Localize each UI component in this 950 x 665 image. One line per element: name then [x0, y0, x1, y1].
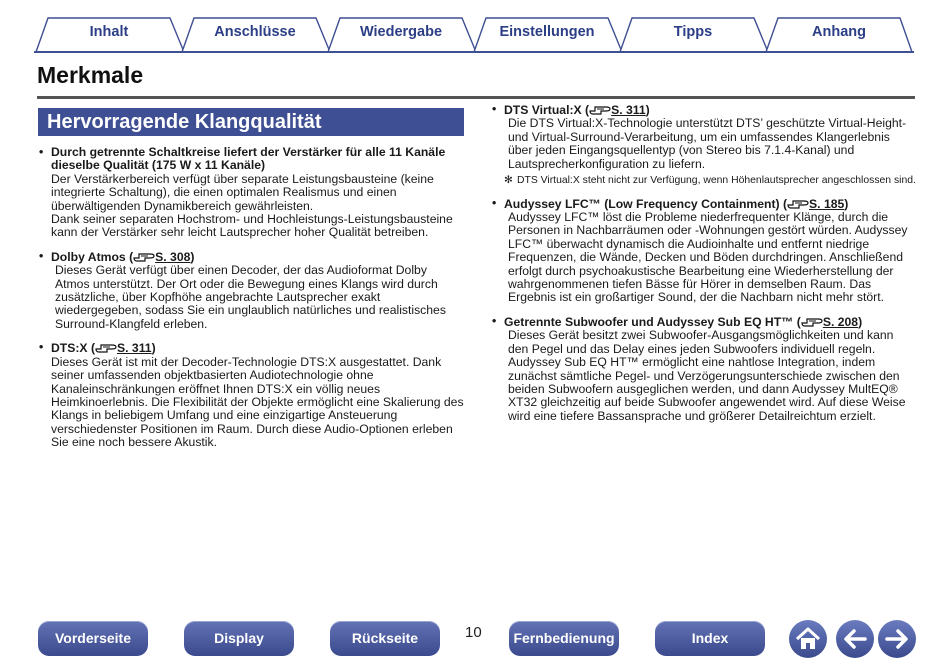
bullet: • — [492, 313, 497, 328]
page-title: Merkmale — [37, 62, 144, 88]
bullet: • — [39, 145, 44, 159]
feature-body: Dieses Gerät verfügt über einen Decoder, der das Audioformat Dolby Atmos unterstützt. Der Ort oder die Bewegung eines Klangs wird durch zusätzliche, über Kopfhöhe angebrachte Lautsprecher exakt wiedergegeben, sodass Sie ein unglaublich natürliches und realistisches Surround-Klangfeld erleben. — [55, 263, 446, 331]
forward-button[interactable] — [878, 620, 916, 658]
feature-heading-end: ) — [190, 249, 195, 264]
footnote — [504, 175, 916, 187]
tab-anschluesse[interactable]: Anschlüsse — [214, 24, 296, 40]
feature-body: Dieses Gerät besitzt zwei Subwoofer-Ausgangsmöglichkeiten und kann den Pegel und das Delay eines jeden Subwoofers individuell regeln. Audyssey Sub EQ HT™ ermöglicht eine nahtlose Integration, indem zunächst sämtliche Pegel- und Verzögerungsunterschiede zwischen den beiden Subwoofern ausgeglichen werden, und dann Audyssey MultEQ® XT32 gleichzeitig auf beide Subwoofer angewendet wird. Auf diese Weise wird eine tiefere Bassansprache und größerer Detailreichtum erzielt. — [508, 328, 906, 423]
tab-einstellungen[interactable]: Einstellungen — [499, 24, 595, 40]
page-reference-link[interactable]: S. 311 — [611, 103, 646, 117]
bullet: • — [492, 102, 497, 116]
feature-heading-end: ) — [844, 196, 849, 211]
arrow-left-icon — [836, 620, 874, 658]
page-reference-link[interactable]: S. 308 — [155, 249, 191, 264]
note-star-icon: ✻ — [504, 175, 513, 187]
back-button[interactable] — [836, 620, 874, 658]
title-divider — [37, 96, 915, 99]
feature-item-dts-virtual-x — [491, 103, 916, 187]
home-button[interactable] — [789, 620, 827, 658]
page-reference-link[interactable]: S. 185 — [809, 196, 845, 211]
display-button[interactable]: Display — [184, 621, 294, 656]
page-reference-link[interactable]: S. 208 — [822, 314, 859, 329]
remote-control-button[interactable]: Fernbedienung — [509, 621, 619, 656]
feature-heading-end: ) — [645, 103, 650, 117]
feature-body: Der Verstärkerbereich verfügt über separate Leistungsbausteine (keine integrierte Schaltung), die einen optimalen Realismus und einen überwältigenden Dynamikbereich gewährleisten. Dank seiner separaten Hochstrom- und Hochleistungs-Leistungsbausteine kann der Verstärker sehr leicht Lautsprecher hoher Qualität betreiben. — [51, 171, 453, 240]
feature-item-dolby-atmos — [38, 250, 464, 331]
bullet: • — [39, 248, 44, 263]
feature-heading: Durch getrennte Schaltkreise liefert der Verstärker für alle 11 Kanäle dieselbe Qualität (175 W x 11 Kanäle) — [51, 145, 446, 173]
arrow-right-icon — [878, 620, 916, 658]
pointing-hand-icon — [95, 341, 117, 353]
feature-heading: DTS:X ( — [51, 341, 96, 356]
feature-item-subwoofer — [491, 315, 916, 423]
feature-heading-end: ) — [151, 341, 156, 356]
tab-anhang[interactable]: Anhang — [812, 24, 866, 40]
feature-heading: Getrennte Subwoofer und Audyssey Sub EQ HT™ ( — [504, 314, 801, 329]
top-tab-bar — [34, 16, 914, 54]
pointing-hand-icon — [133, 250, 155, 262]
feature-heading-end: ) — [858, 314, 863, 329]
section-banner: Hervorragende Klangqualität — [38, 108, 464, 136]
feature-item-dtsx — [38, 341, 464, 449]
bullet: • — [492, 195, 497, 210]
pointing-hand-icon — [589, 103, 611, 115]
pointing-hand-icon — [801, 315, 823, 327]
rear-panel-button[interactable]: Rückseite — [330, 621, 440, 656]
feature-item-amplifier — [38, 146, 464, 240]
feature-body: Audyssey LFC™ löst die Probleme niederfrequenter Klänge, durch die Personen in Nachbarräumen oder -Wohnungen gestört würden. Audyssey LFC™ überwacht dynamisch die Audioinhalte und entfernt niedrige Frequenzen, die Wände, Decken und Böden durchdringen. Anschließend erfolgt durch psychoakustische Bearbeitung eine Wiederherstellung der wahrgenommenen tiefen Bässe für Hörer in demselben Raum. Das Ergebnis ist ein großartiger Sound, der die Nachbarn nicht mehr stört. — [508, 210, 908, 305]
front-panel-button[interactable]: Vorderseite — [38, 621, 148, 656]
page-number: 10 — [465, 624, 482, 641]
feature-item-audyssey-lfc — [491, 197, 916, 305]
page-reference-link[interactable]: S. 311 — [117, 341, 152, 356]
pointing-hand-icon — [787, 197, 809, 209]
feature-body: Dieses Gerät ist mit der Decoder-Technologie DTS:X ausgestattet. Dank seiner umfassenden objektbasierten Audiotechnologie ohne Kanaleinschränkungen eröffnet Ihnen DTS:X ein völlig neues Heimkinoerlebnis. Die Flexibilität der Objekte ermöglicht eine Skalierung des Klangs in beliebigem Umfang und eine einzigartige Ansteuerung verschiedenster Positionen im Raum. Durch diese Audio-Optionen erleben Sie eine noch bessere Akustik. — [51, 354, 464, 450]
tab-inhalt[interactable]: Inhalt — [89, 24, 129, 40]
feature-heading: DTS Virtual:X ( — [504, 103, 590, 117]
feature-heading: Audyssey LFC™ (Low Frequency Containment) ( — [504, 196, 788, 211]
index-button[interactable]: Index — [655, 621, 765, 656]
feature-heading: Dolby Atmos ( — [51, 249, 134, 264]
left-column — [38, 108, 464, 460]
footnote-text: DTS Virtual:X steht nicht zur Verfügung, wenn Höhenlautsprecher angeschlossen sind. — [517, 175, 916, 187]
right-column — [491, 103, 916, 433]
bullet: • — [39, 340, 44, 355]
feature-body: Die DTS Virtual:X-Technologie unterstützt DTS’ geschützte Virtual-Height- und Virtual-Surround-Verarbeitung, um ein umfassendes Klangerlebnis über jeden Eingangsquellentyp (von Stereo bis 7.1.4-Kanal) und Lautsprecherkonfiguration zu liefern. — [508, 116, 907, 171]
tab-wiedergabe[interactable]: Wiedergabe — [359, 24, 443, 40]
tab-tipps[interactable]: Tipps — [673, 24, 713, 40]
home-icon — [789, 620, 827, 658]
